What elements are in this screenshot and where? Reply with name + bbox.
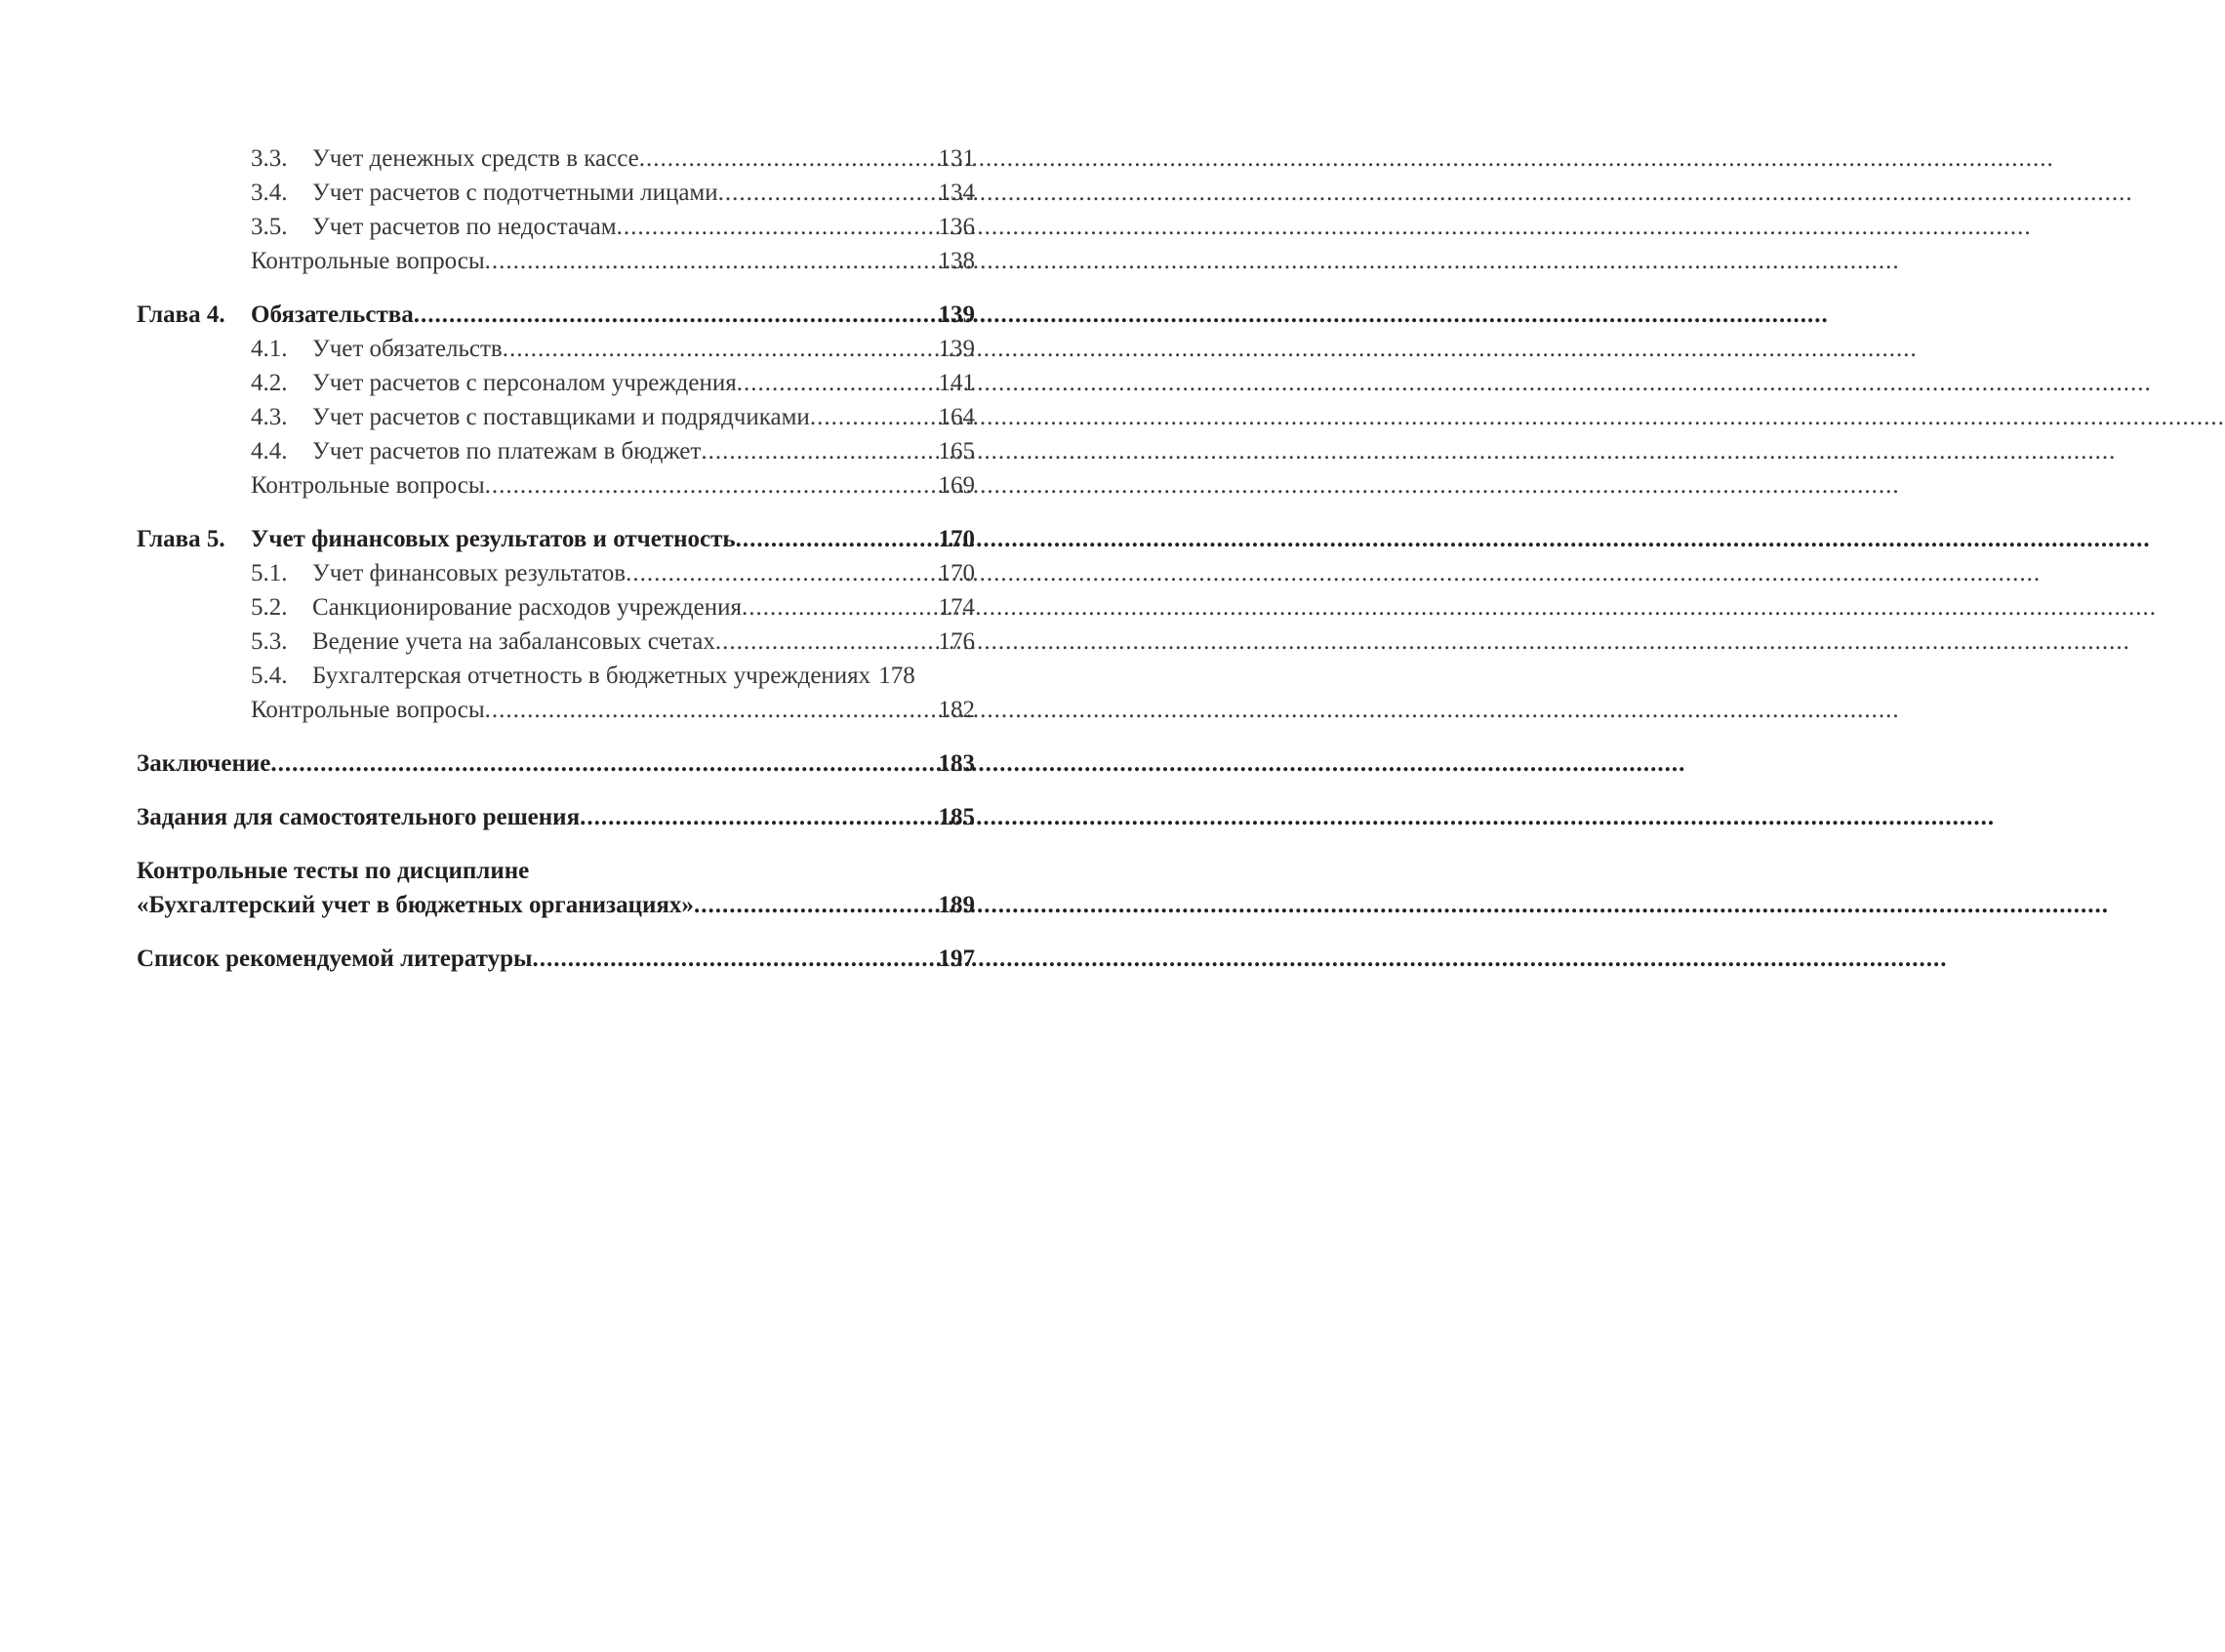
spacer [137,503,975,522]
toc-tests-line2[interactable] [137,888,975,922]
page-number: 170 [938,560,975,586]
dot-leader [485,693,937,727]
entry-title-continued: «Бухгалтерский учет в бюджетных организациях» [137,892,694,918]
dot-leader [485,244,937,278]
toc-entry-4-4[interactable] [137,434,975,468]
dot-leader [715,625,937,659]
dot-leader [737,366,937,400]
chapter-label: Глава 5. [137,526,225,552]
section-title: Учет расчетов по недостачам [312,214,617,240]
dot-leader [270,746,936,781]
spacer [137,727,975,746]
toc-chapter-5[interactable] [137,522,975,556]
page-number: 138 [938,248,975,274]
section-title: Учет расчетов с персоналом учреждения [312,370,737,396]
section-number: 5.4. [251,663,288,689]
dot-leader [626,556,936,590]
dot-leader [533,942,937,976]
dot-leader [414,298,937,332]
spacer [137,781,975,800]
section-title: Санкционирование расходов учреждения [312,594,742,621]
page-number: 185 [938,804,975,830]
page-number: 170 [938,526,975,552]
dot-leader [742,590,937,625]
page-number: 134 [938,180,975,206]
toc-entry-5-3[interactable] [137,625,975,659]
dot-leader [694,888,937,922]
toc-literature[interactable] [137,942,975,976]
entry-title: Задания для самостоятельного решения [137,804,581,830]
page-number: 165 [938,438,975,464]
toc-tasks[interactable] [137,800,975,834]
toc-entry-4-3[interactable] [137,400,975,434]
toc-entry-4-questions[interactable] [137,468,975,503]
section-number: 4.3. [251,404,288,430]
section-title: Контрольные вопросы [251,697,485,723]
entry-title: Заключение [137,750,271,777]
page-number: 189 [938,892,975,918]
page-number: 197 [938,946,975,972]
toc-entry-3-4[interactable] [137,176,975,210]
section-number: 4.4. [251,438,288,464]
section-title: Ведение учета на забалансовых счетах [312,628,715,655]
section-title: Учет обязательств [312,336,503,362]
page-number: 141 [938,370,975,396]
spacer [137,834,975,854]
section-title: Контрольные вопросы [251,472,485,499]
entry-title: Контрольные тесты по дисциплине [137,858,530,884]
section-title: Учет расчетов по платежам в бюджет [312,438,702,464]
toc-chapter-4[interactable] [137,298,975,332]
dot-leader [617,210,937,244]
section-number: 3.4. [251,180,288,206]
section-number: 4.2. [251,370,288,396]
dot-leader [810,400,937,434]
page-number: 139 [938,302,975,328]
section-title: Учет расчетов с поставщиками и подрядчиками [312,404,810,430]
page-number: 164 [938,404,975,430]
entry-title: Список рекомендуемой литературы [137,946,533,972]
section-title: Контрольные вопросы [251,248,485,274]
spacer [137,278,975,298]
page-number: 176 [938,628,975,655]
page-number: 136 [938,214,975,240]
section-title: Учет расчетов с подотчетными лицами [312,180,718,206]
toc-tests-line1[interactable] [137,854,975,888]
toc-entry-3-5[interactable] [137,210,975,244]
section-number: 4.1. [251,336,288,362]
toc-entry-4-1[interactable] [137,332,975,366]
dot-leader [736,522,937,556]
page-number: 174 [938,594,975,621]
dot-leader [580,800,936,834]
toc-entry-5-questions[interactable] [137,693,975,727]
section-number: 5.2. [251,594,288,621]
section-title: Учет денежных средств в кассе [312,145,639,172]
chapter-title: Учет финансовых результатов и отчетность [251,526,736,552]
dot-leader [639,141,937,176]
section-number: 3.3. [251,145,288,172]
dot-leader [701,434,936,468]
page-number: 169 [938,472,975,499]
chapter-label: Глава 4. [137,302,225,328]
section-number: 5.1. [251,560,288,586]
spacer [137,922,975,942]
toc-entry-3-questions[interactable] [137,244,975,278]
page-number: 183 [938,750,975,777]
toc-entry-5-2[interactable] [137,590,975,625]
toc-entry-5-1[interactable] [137,556,975,590]
page-number: 178 [878,663,915,689]
page-number: 131 [938,145,975,172]
dot-leader [485,468,937,503]
toc-conclusion[interactable] [137,746,975,781]
section-number: 3.5. [251,214,288,240]
table-of-contents [137,141,975,976]
chapter-title: Обязательства [251,302,414,328]
toc-entry-4-2[interactable] [137,366,975,400]
section-title: Учет финансовых результатов [312,560,627,586]
section-title: Бухгалтерская отчетность в бюджетных учреждениях [312,663,871,689]
toc-entry-3-3[interactable] [137,141,975,176]
dot-leader [503,332,937,366]
page-number: 182 [938,697,975,723]
dot-leader [718,176,937,210]
section-number: 5.3. [251,628,288,655]
toc-entry-5-4[interactable] [137,659,975,693]
page-number: 139 [938,336,975,362]
